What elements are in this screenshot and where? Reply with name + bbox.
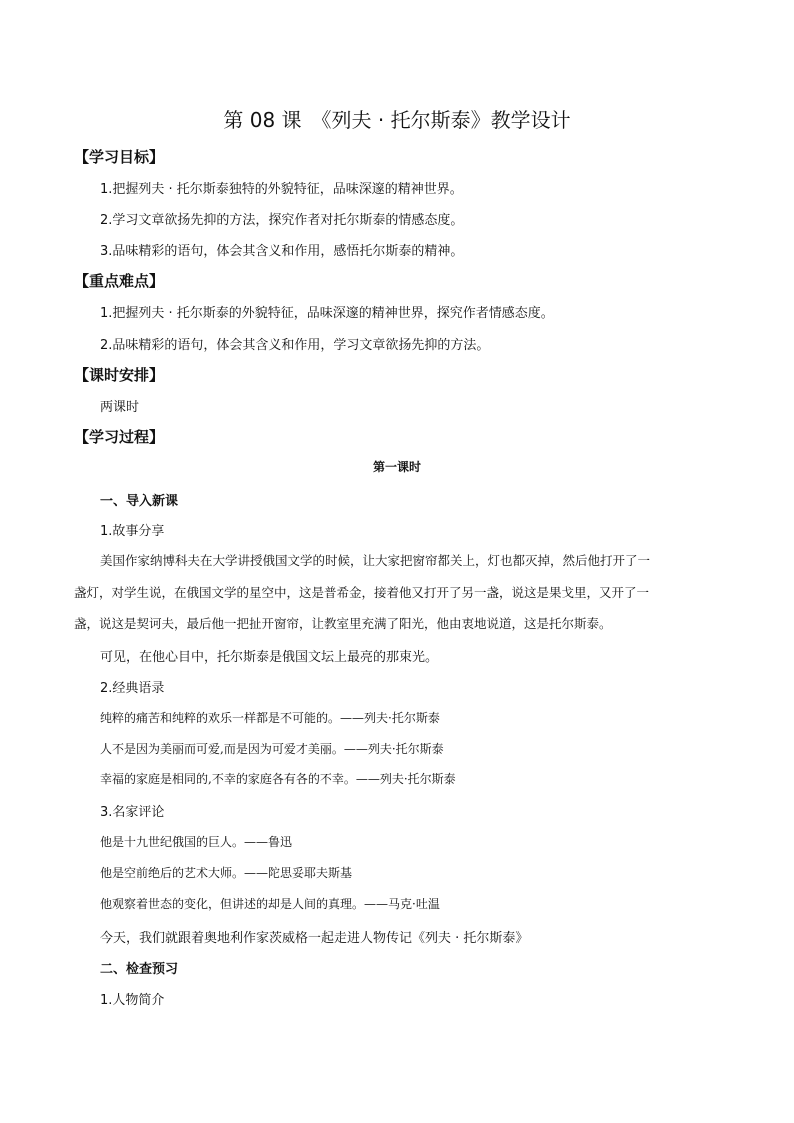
objective-item: 1.把握列夫 · 托尔斯泰独特的外貌特征，品味深邃的精神世界。 bbox=[100, 182, 463, 197]
schedule-text: 两课时 bbox=[100, 400, 140, 415]
schedule-heading: 【课时安排】 bbox=[74, 366, 165, 384]
document-title: 第 08 课 《列夫 · 托尔斯泰》教学设计 bbox=[223, 108, 571, 132]
comment-item: 他是十九世纪俄国的巨人。——鲁迅 bbox=[100, 835, 293, 849]
story-conclusion: 可见，在他心目中，托尔斯泰是俄国文坛上最亮的那束光。 bbox=[100, 650, 439, 665]
transition-text: 今天，我们就跟着奥地利作家茨威格一起走进人物传记《列夫 · 托尔斯泰》 bbox=[100, 931, 529, 946]
part2-heading: 二、检查预习 bbox=[100, 962, 179, 977]
story-heading: 1.故事分享 bbox=[100, 524, 165, 539]
lesson-label: 第一课时 bbox=[372, 460, 421, 474]
process-heading: 【学习过程】 bbox=[74, 428, 165, 446]
objective-item: 3.品味精彩的语句，体会其含义和作用，感悟托尔斯泰的精神。 bbox=[100, 244, 464, 259]
quote-item: 幸福的家庭是相同的,不幸的家庭各有各的不幸。——列夫·托尔斯泰 bbox=[100, 772, 456, 786]
key-point-item: 2.品味精彩的语句，体会其含义和作用，学习文章欲扬先抑的方法。 bbox=[100, 338, 490, 353]
objectives-heading: 【学习目标】 bbox=[74, 148, 165, 166]
part1-heading: 一、导入新课 bbox=[100, 494, 179, 509]
comment-item: 他是空前绝后的艺术大师。——陀思妥耶夫斯基 bbox=[100, 866, 353, 880]
story-line: 盏灯，对学生说，在俄国文学的星空中，这是普希金，接着他又打开了另一盏，说这是果戈里，又开了一 bbox=[74, 585, 650, 600]
bio-heading: 1.人物简介 bbox=[100, 993, 165, 1008]
quote-item: 人不是因为美丽而可爱,而是因为可爱才美丽。——列夫·托尔斯泰 bbox=[100, 742, 444, 756]
key-point-item: 1.把握列夫 · 托尔斯泰的外貌特征，品味深邃的精神世界，探究作者情感态度。 bbox=[100, 306, 554, 321]
quotes-heading: 2.经典语录 bbox=[100, 681, 165, 696]
comments-heading: 3.名家评论 bbox=[100, 805, 165, 820]
objective-item: 2.学习文章欲扬先抑的方法，探究作者对托尔斯泰的情感态度。 bbox=[100, 213, 464, 228]
story-line: 美国作家纳博科夫在大学讲授俄国文学的时候，让大家把窗帘都关上，灯也都灭掉，然后他打开了一 bbox=[100, 553, 651, 568]
quote-item: 纯粹的痛苦和纯粹的欢乐一样都是不可能的。——列夫·托尔斯泰 bbox=[100, 711, 440, 725]
story-line: 盏，说这是契诃夫，最后他一把扯开窗帘，让教室里充满了阳光，他由衷地说道，这是托尔斯泰。 bbox=[74, 616, 612, 631]
comment-item: 他观察着世态的变化，但讲述的却是人间的真理。——马克·吐温 bbox=[100, 897, 440, 911]
key-points-heading: 【重点难点】 bbox=[74, 272, 165, 290]
